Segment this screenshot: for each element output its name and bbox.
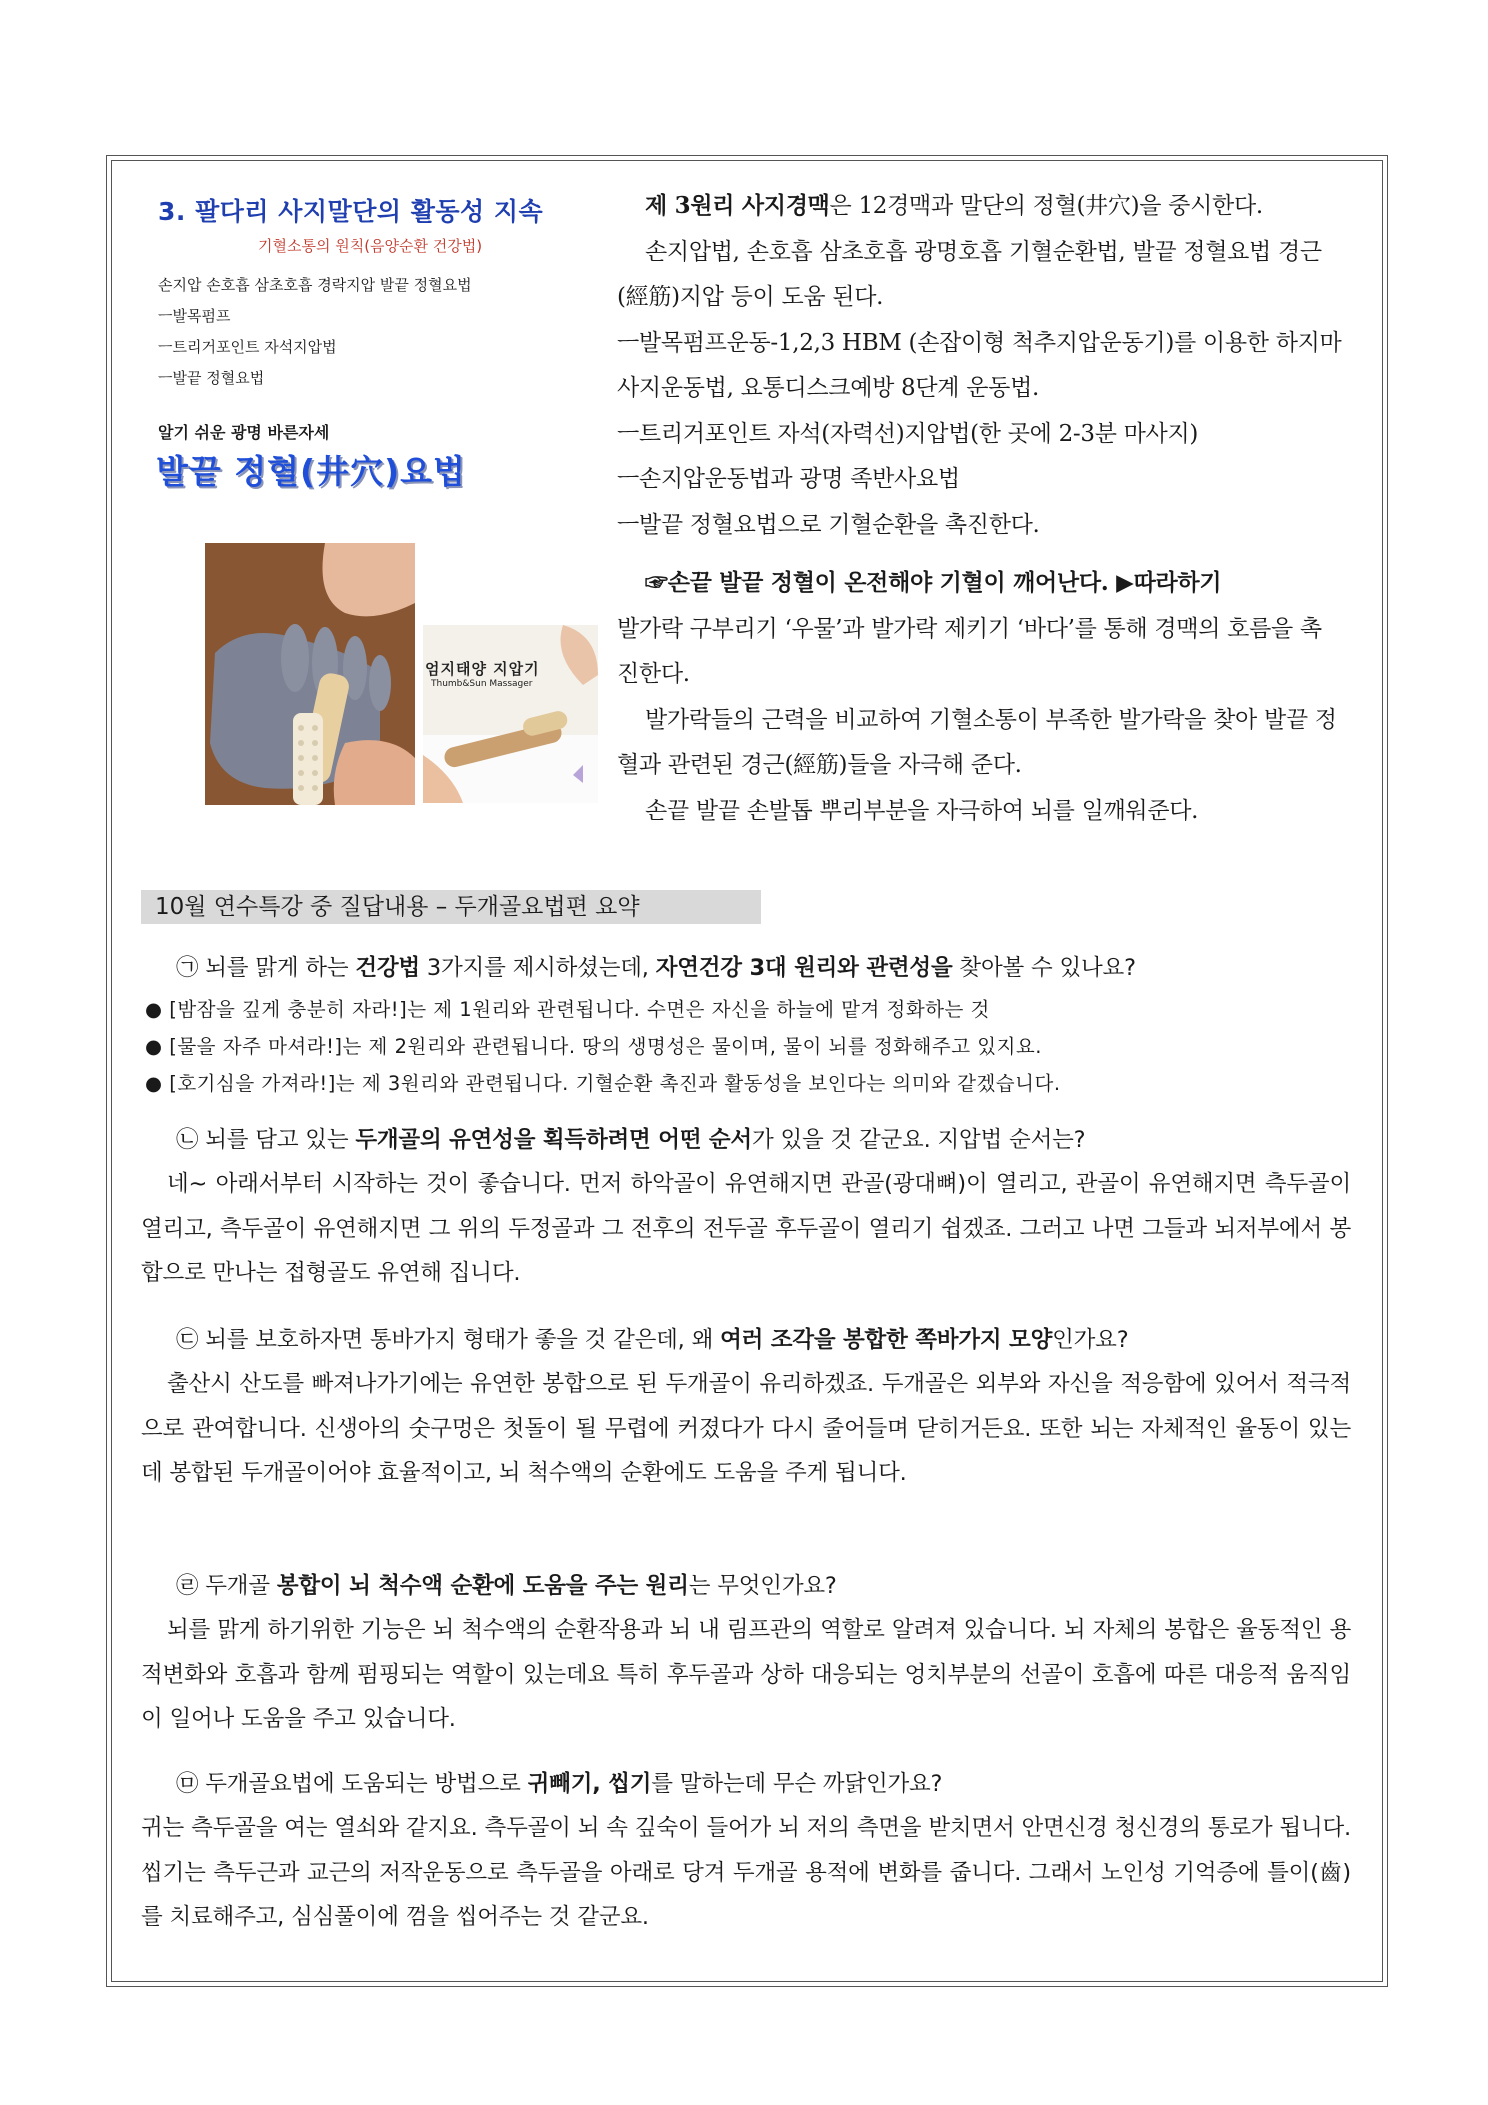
method-line: ㅡ발끝 정혈요법 <box>158 369 265 387</box>
massager-product-image <box>423 625 598 803</box>
methods-paragraph: 손지압법, 손호흡 삼초호흡 광명호흡 기혈순환법, 발끝 정혈요법 경근(經筋)지압 등이 도움 된다. <box>617 238 1322 310</box>
bullet-item: ● [호기심을 가져라!]는 제 3원리와 관련됩니다. 기혈순환 촉진과 활동성을 보인다는 의미와 같겠습니다. <box>145 1072 1061 1095</box>
ankle-pump-paragraph: ㅡ발목펌프운동-1,2,3 HBM (손잡이형 척추지압운동기)를 이용한 하지마사지운동법, 요통디스크예방 8단계 운동법. <box>617 329 1342 401</box>
method-line: ㅡ트리거포인트 자석지압법 <box>158 338 337 356</box>
hand-acupressure-line: ㅡ손지압운동법과 광명 족반사요법 <box>617 466 960 492</box>
principle-paragraph: 제 3원리 사지경맥은 12경맥과 말단의 정혈(井穴)을 중시한다. <box>645 192 1263 219</box>
bullet-item: ● [물을 자주 마셔라!]는 제 2원리와 관련됩니다. 땅의 생명성은 물이며, 물이 뇌를 정화해주고 있지요. <box>145 1035 1042 1058</box>
method-list <box>158 270 472 394</box>
toe-exercise-paragraph: 발가락 구부리기 ‘우물’과 발가락 제키기 ‘바다’를 통해 경맥의 호름을 촉진한다. <box>617 615 1322 687</box>
nail-root-paragraph: 손끝 발끝 손발톱 뿌리부분을 자극하여 뇌를 일깨워준다. <box>645 797 1199 824</box>
question-1: ㉠ 뇌를 맑게 하는 건강법 3가지를 제시하셨는데, 자연건강 3대 원리와 관련성을 찾아볼 수 있나요? <box>176 955 1136 981</box>
follow-along-heading: ☞손끝 발끝 정혈이 온전해야 기혈이 깨어난다. ▶따라하기 <box>645 569 1222 596</box>
follow-along-paragraph <box>617 560 1342 607</box>
big-title: 발끝 정혈(井穴)요법 <box>156 452 466 491</box>
question-4: ㉣ 두개골 봉합이 뇌 척수액 순환에 도움을 주는 원리는 무엇인가요? <box>176 1573 837 1599</box>
foot-massage-photo <box>205 543 415 805</box>
easy-label: 알기 쉬운 광명 바른자세 <box>158 423 330 442</box>
section-banner: 10월 연수특강 중 질답내용 – 두개골요법편 요약 <box>141 890 761 924</box>
answer-3: 출산시 산도를 빠져나가기에는 유연한 봉합으로 된 두개골이 유리하겠죠. 두개골은 외부와 자신을 적응함에 있어서 적극적으로 관여합니다. 신생아의 숫구멍은 첫돌이 될 무렵에 커졌다가 다시 줄어들며 닫히거든요. 또한 뇌는 자체적인 율동이 있는데 봉합된 두개골이어야 효율적이고, 뇌 척수액의 순환에도 도움을 주게 됩니다. <box>141 1371 1352 1486</box>
trigger-point-line: ㅡ트리거포인트 자석(자력선)지압법(한 곳에 2-3분 마사지) <box>617 420 1199 447</box>
method-line: 손지압 손호흡 삼초호흡 경락지압 발끝 정혈요법 <box>158 276 472 294</box>
answer-2: 네~ 아래서부터 시작하는 것이 좋습니다. 먼저 하악골이 유연해지면 관골(광대뼈)이 열리고, 관골이 유연해지면 측두골이 열리고, 측두골이 유연해지면 그 위의 두정골과 그 전후의 전두골 후두골이 열리기 쉽겠죠. 그러고 나면 그들과 뇌저부에서 봉합으로 만나는 접형골도 유연해 집니다. <box>141 1171 1351 1286</box>
question-5: ㉤ 두개골요법에 도움되는 방법으로 귀빼기, 씹기를 말하는데 무슨 까닭인가요? <box>176 1771 943 1797</box>
principle-heading: 제 3원리 사지경맥 <box>645 192 830 219</box>
question-2: ㉡ 뇌를 담고 있는 두개골의 유연성을 획득하려면 어떤 순서가 있을 것 같군요. 지압법 순서는? <box>176 1127 1086 1153</box>
product-label-ko: 엄지태양 지압기 <box>425 660 540 678</box>
answer-5: 귀는 측두골을 여는 열쇠와 같지요. 측두골이 뇌 속 깊숙이 들어가 뇌 저의 측면을 받치면서 안면신경 청신경의 통로가 됩니다. 씹기는 측두근과 교근의 저작운동으로 측두골을 아래로 당겨 두개골 용적에 변화를 줍니다. 그래서 노인성 기억증에 틀이(齒)를 치료해주고, 심심풀이에 껌을 씹어주는 것 같군요. <box>141 1815 1351 1930</box>
section-subtitle: 기혈소통의 원칙(음양순환 건강법) <box>258 237 483 255</box>
bullet-item: ● [밤잠을 깊게 충분히 자라!]는 제 1원리와 관련됩니다. 수면은 자신을 하늘에 맡겨 정화하는 것 <box>145 998 990 1021</box>
toe-strength-paragraph: 발가락들의 근력을 비교하여 기혈소통이 부족한 발가락을 찾아 발끝 정혈과 관련된 경근(經筋)들을 자극해 준다. <box>617 706 1337 778</box>
toe-method-line: ㅡ발끝 정혈요법으로 기혈순환을 촉진한다. <box>617 511 1040 538</box>
question-3: ㉢ 뇌를 보호하자면 통바가지 형태가 좋을 것 같은데, 왜 여러 조각을 봉합한 쪽바가지 모양인가요? <box>176 1327 1129 1353</box>
product-label-en: Thumb&Sun Massager <box>431 679 533 689</box>
method-line: ㅡ발목펌프 <box>158 307 231 325</box>
section-title: 3. 팔다리 사지말단의 활동성 지속 <box>158 197 544 226</box>
right-column-text <box>617 183 1342 834</box>
answer-4: 뇌를 맑게 하기위한 기능은 뇌 척수액의 순환작용과 뇌 내 림프관의 역할로 알려져 있습니다. 뇌 자체의 봉합은 율동적인 용적변화와 호흡과 함께 펌핑되는 역할이 있는데요 특히 후두골과 상하 대응되는 엉치부분의 선골이 호흡에 따른 대응적 움직임이 일어나 도움을 주고 있습니다. <box>141 1617 1351 1732</box>
